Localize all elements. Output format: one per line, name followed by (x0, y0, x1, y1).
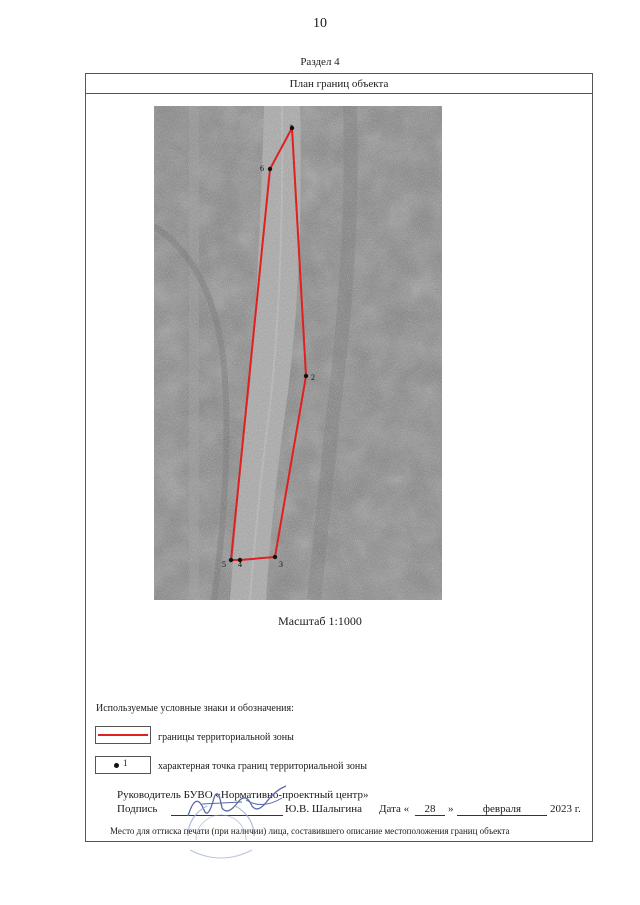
aerial-map (154, 106, 442, 600)
image-grain (154, 106, 442, 600)
section-title: Раздел 4 (300, 56, 340, 68)
signer-name: Ю.В. Шалыгина (285, 803, 363, 815)
aerial-map-svg (154, 106, 442, 600)
legend-point-label: 1 (123, 758, 128, 768)
point-label-4: 4 (238, 560, 242, 569)
stamp-note: Место для оттиска печати (при наличии) лица, составившего описание местоположения границ объекта (110, 826, 510, 836)
plan-title: План границ объекта (86, 74, 592, 94)
point-label-6: 6 (260, 164, 264, 173)
boundary-point-3 (273, 555, 277, 559)
official-stamp-impression (184, 806, 258, 870)
legend-line-symbol (95, 726, 151, 744)
point-label-2: 2 (311, 373, 315, 382)
org-line: Руководитель БУВО «Нормативно-проектный центр» (117, 789, 369, 801)
date-day: 28 (415, 803, 445, 816)
date-quote-close: » (448, 803, 454, 815)
legend-point-text: характерная точка границ территориальной зоны (158, 761, 367, 772)
map-scale: Масштаб 1:1000 (278, 614, 362, 628)
legend-line-text: границы территориальной зоны (158, 732, 294, 743)
legend-title: Используемые условные знаки и обозначения: (96, 703, 294, 714)
sign-label: Подпись (117, 803, 158, 815)
date-month: февраля (457, 803, 547, 816)
stamp-inner-arc (196, 815, 246, 840)
date-label: Дата « (379, 803, 410, 815)
date-year: 2023 г. (550, 803, 581, 815)
point-label-5: 5 (222, 560, 226, 569)
stamp-lower-arc (190, 850, 252, 858)
page-number: 10 (313, 16, 327, 31)
point-label-1: 1 (289, 123, 293, 132)
legend-point-symbol (95, 756, 151, 774)
boundary-point-5 (229, 558, 233, 562)
boundary-point-6 (268, 167, 272, 171)
legend-dot-icon (114, 763, 119, 768)
boundary-point-2 (304, 374, 308, 378)
stamp-outer-arc (188, 806, 254, 836)
point-label-3: 3 (279, 560, 283, 569)
legend-red-line (98, 734, 148, 736)
